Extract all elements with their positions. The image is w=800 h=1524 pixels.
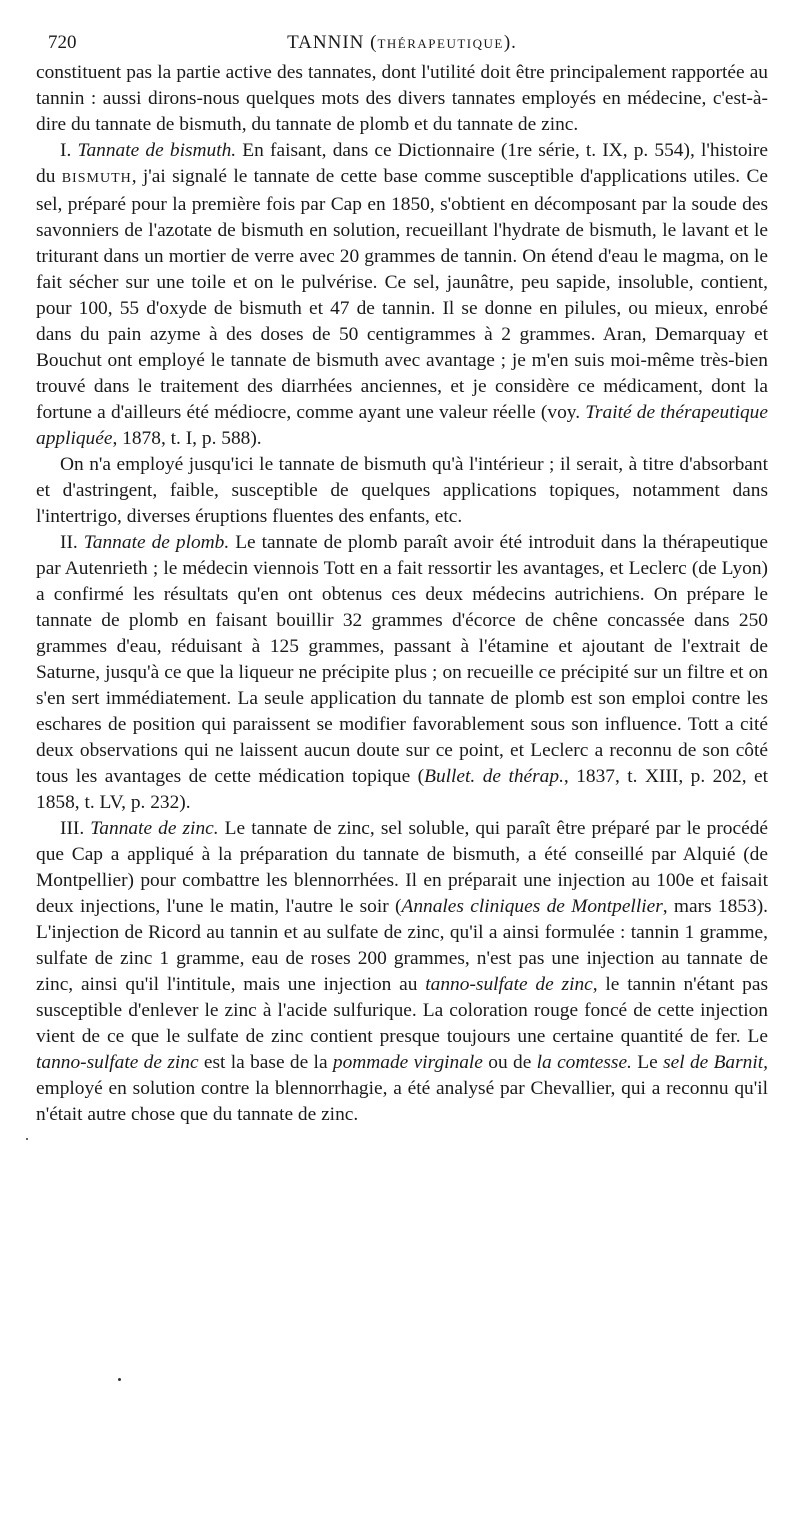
italic-term: la comtesse.: [536, 1052, 632, 1073]
paragraph-text: Le: [631, 1052, 664, 1073]
document-body: [36, 60, 768, 1128]
reference-title: Traité de thérapeutique appliquée: [36, 402, 768, 449]
paragraph-text: Le tannate de zinc, sel soluble, qui paraît être préparé par le procédé que Cap a appliqué à la préparation du tannate de bismuth, a été conseillé par Alquié (de Montpellier) pour combattre les blennorrhées. Il en préparait une injection au 100e et faisait deux injections, l'une le matin, l'autre le soir (: [36, 818, 768, 917]
running-head: [36, 32, 768, 54]
section-number: I.: [60, 140, 78, 161]
paragraph-text: employé en solution contre la blennorrhagie, a été analysé par Chevallier, qui a reconnu qu'il n'était autre chose que du tannate de zinc.: [36, 1078, 768, 1125]
section-tannate-zinc: [36, 816, 768, 1128]
running-head-end: ).: [503, 32, 517, 53]
section-title: Tannate de zinc.: [90, 818, 219, 839]
paragraph-bismuth-external: On n'a employé jusqu'ici le tannate de bismuth qu'à l'intérieur ; il serait, à titre d'absorbant et d'astringent, faible, susceptible de quelques applications topiques, notamment dans l'intertrigo, diverses éruptions fluentes des enfants, etc.: [36, 454, 768, 527]
section-tannate-plomb: [36, 530, 768, 816]
paragraph-text: ou de: [482, 1052, 537, 1073]
running-head-main: TANNIN (: [287, 32, 378, 53]
paragraph-text: , 1878, t. I, p. 588).: [112, 428, 262, 449]
paragraph-text: , j'ai signalé le tannate de cette base comme susceptible d'applications utiles. Ce sel, préparé pour la première fois par Cap en 1850, s'obtient en décomposant par la soude des savonniers de l'azotate de bismuth en solution, recueillant l'hydrate de bismuth, le lavant et le triturant dans un mortier de verre avec 20 grammes de tannin. On étend d'eau le magma, on le fait sécher sur une toile et on le pulvérise. Ce sel, jaunâtre, peu sapide, insoluble, contient, pour 100, 55 d'oxyde de bismuth et 47 de tannin. Il se donne en pilules, ou mieux, enrobé dans du pain azyme à des doses de 50 centigrammes à 2 grammes. Aran, Demarquay et Bouchut ont employé le tannate de bismuth avec avantage ; je m'en suis moi-même très-bien trouvé dans le traitement des diarrhées anciennes, et je considère ce médicament, dont la fortune a d'ailleurs été médiocre, comme ayant une valeur réelle (voy.: [36, 166, 768, 423]
scan-speck: [26, 1138, 28, 1140]
section-title: Tannate de plomb.: [83, 532, 230, 553]
page-header: [36, 26, 768, 60]
italic-term: pommade virginale: [332, 1052, 483, 1073]
italic-term: tanno-sulfate de zinc: [36, 1052, 199, 1073]
paragraph-text: En faisant, dans ce Dictionnaire (1re série, t. IX, p. 554), l'histoire du: [36, 140, 768, 187]
section-title: Tannate de bismuth.: [77, 140, 237, 161]
page-number: 720: [48, 32, 77, 53]
section-number: III.: [60, 818, 91, 839]
italic-term: tanno-sulfate de zinc: [425, 974, 593, 995]
small-caps-term: BISMUTH: [61, 171, 132, 186]
running-head-sub: THÉRAPEUTIQUE: [377, 36, 504, 51]
paragraph-intro: constituent pas la partie active des tannates, dont l'utilité doit être principalement rapportée au tannin : aussi dirons-nous quelques mots des divers tannates employés en médecine, c'est-à-dire du tannate de bismuth, du tannate de plomb et du tannate de zinc.: [36, 62, 768, 135]
scan-speck: [118, 1378, 121, 1381]
section-tannate-bismuth: [36, 138, 768, 452]
reference-title: Annales cliniques de Montpellier: [401, 896, 663, 917]
paragraph-text: est la base de la: [198, 1052, 333, 1073]
paragraph-text: , 1837, t. XIII, p. 202, et 1858, t. LV, p. 232).: [36, 766, 768, 813]
paragraph-text: , mars 1853). L'injection de Ricord au tannin et au sulfate de zinc, qu'il a ainsi formulée : tannin 1 gramme, sulfate de zinc 1 gramme, eau de roses 200 grammes, n'est pas une injection au tannate de zinc, ainsi qu'il l'intitule, mais une injection au: [36, 896, 768, 995]
section-number: II.: [60, 532, 84, 553]
document-page: [36, 26, 768, 1128]
reference-title: Bullet. de thérap.: [424, 766, 564, 787]
paragraph-text: , le tannin n'étant pas susceptible d'enlever le zinc à l'acide sulfurique. La coloration rouge foncé de cette injection vient de ce que le sulfate de zinc contient presque toujours une certaine quantité de fer. Le: [36, 974, 769, 1047]
paragraph-text: Le tannate de plomb paraît avoir été introduit dans la thérapeutique par Autenrieth ; le médecin viennois Tott en a fait ressortir les avantages, et Leclerc (de Lyon) a confirmé les résultats qu'en ont obtenus ces deux médecins autrichiens. On prépare le tannate de plomb en faisant bouillir 32 grammes d'écorce de chêne concassée dans 250 grammes d'eau, réduisant à 125 grammes, passant à l'étamine et ajoutant de l'extrait de Saturne, jusqu'à ce que la liqueur ne précipite plus ; on recueille ce précipité sur un filtre et on s'en sert immédiatement. La seule application du tannate de plomb est son emploi contre les eschares de position qui paraissent se modifier favorablement sous son influence. Tott a cité deux observations qui ne laissent aucun doute sur ce point, et Leclerc a reconnu de son côté tous les avantages de cette médication topique (: [36, 532, 768, 787]
italic-term: sel de Barnit,: [663, 1052, 768, 1073]
